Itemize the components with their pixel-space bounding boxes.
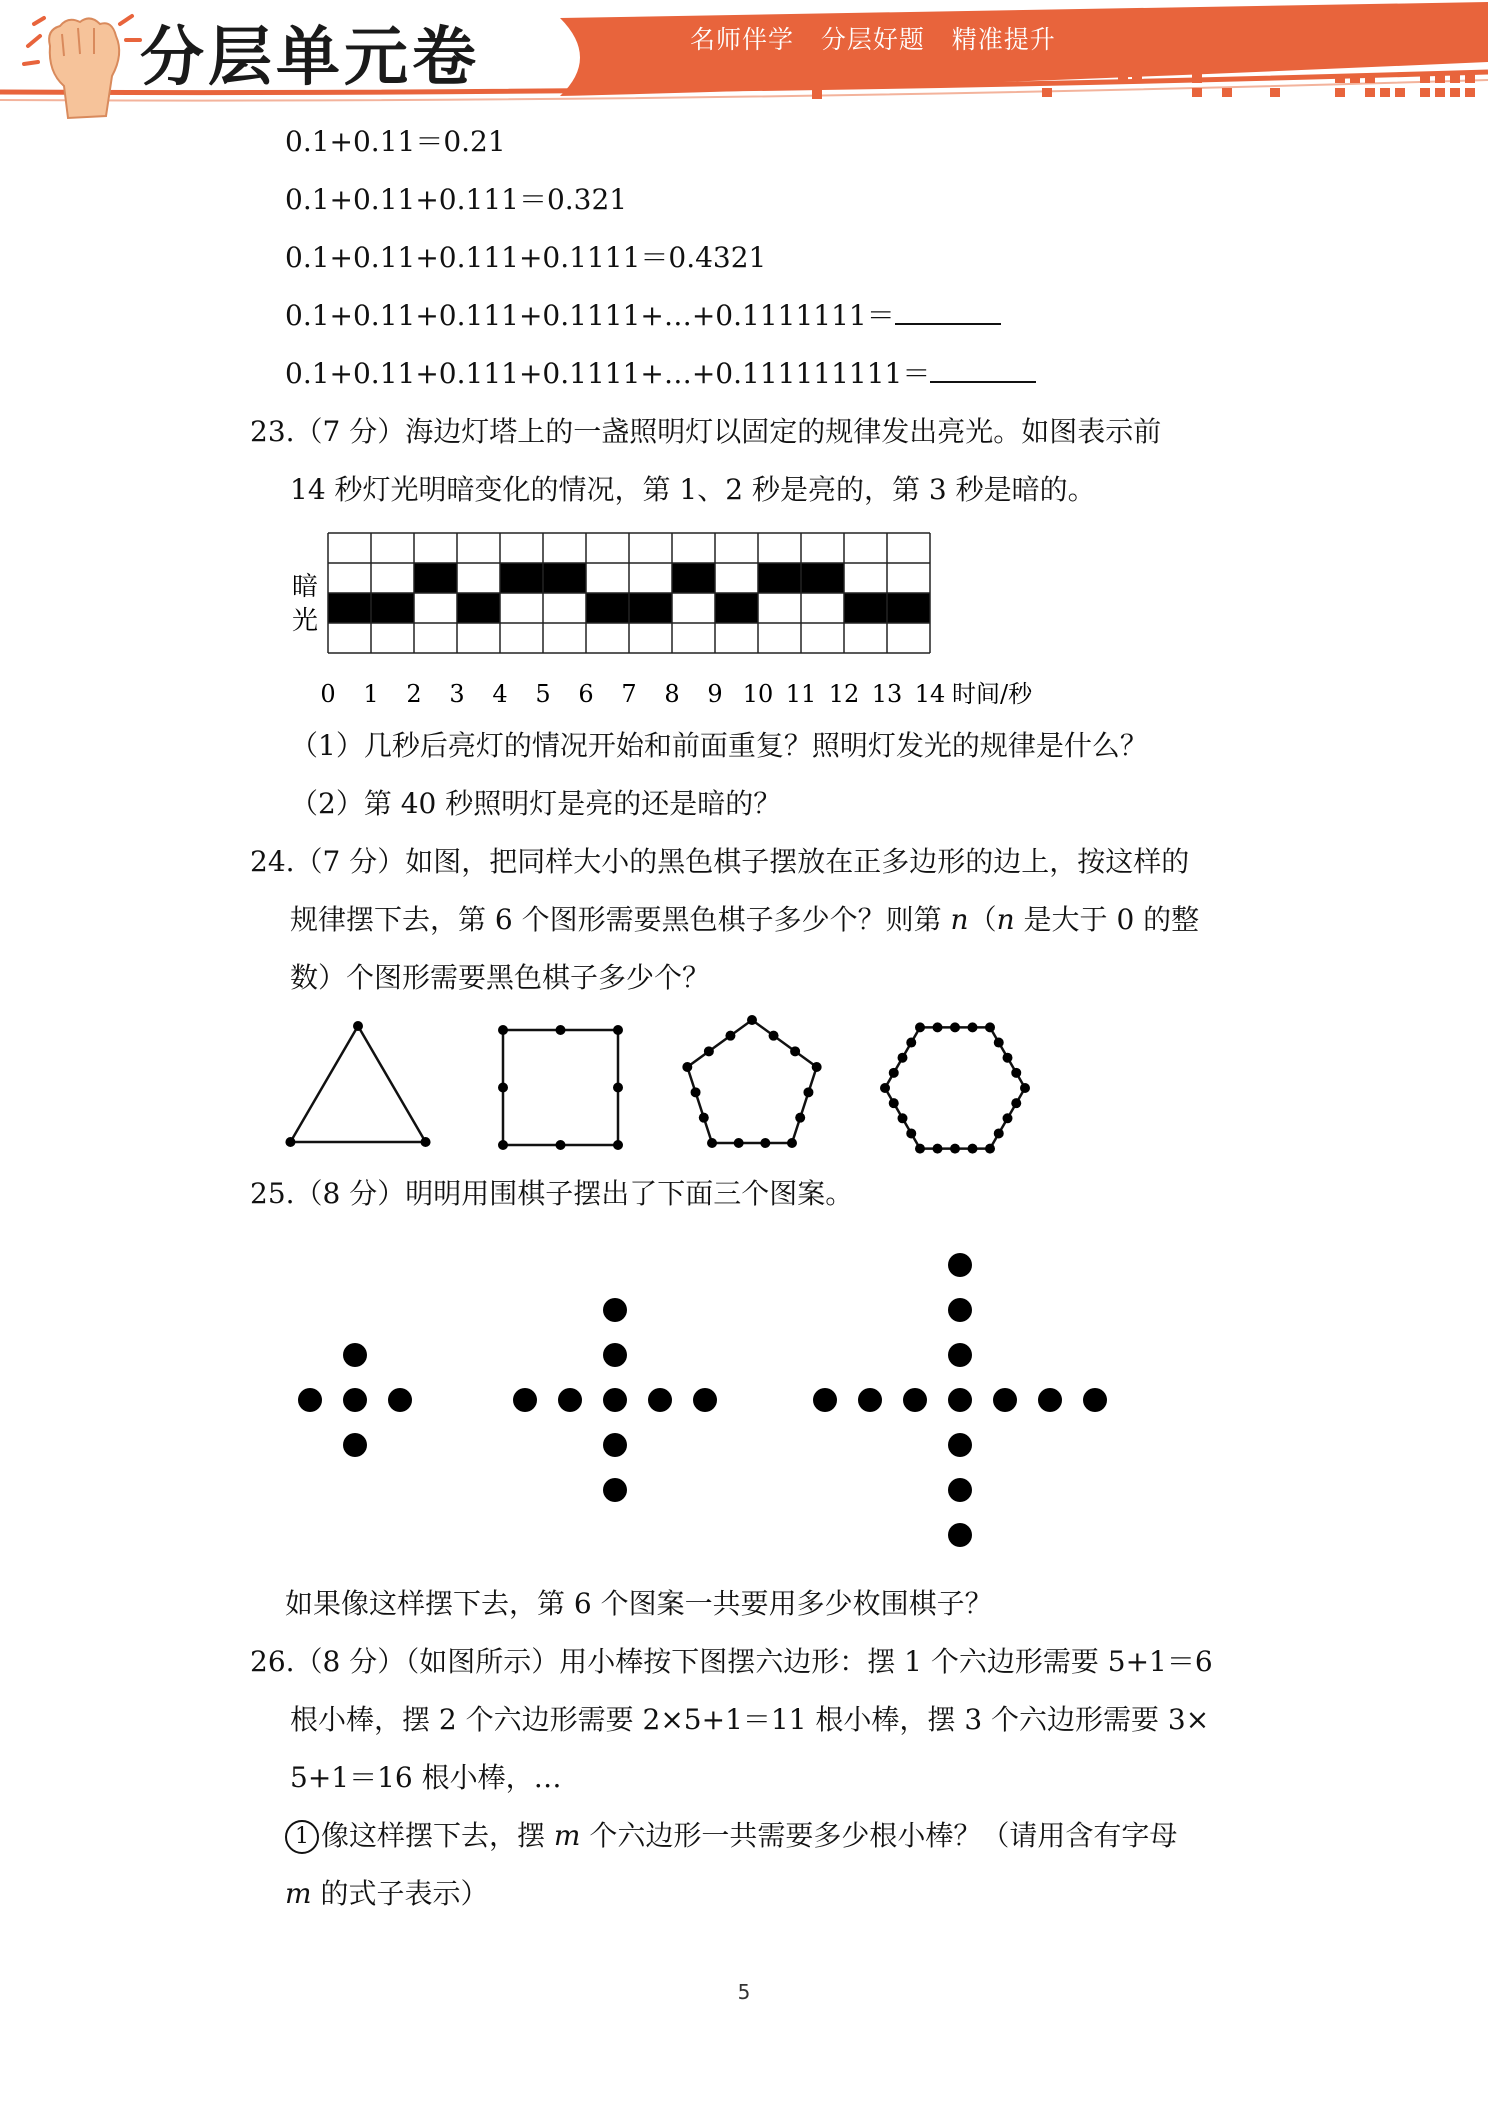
polygon-dot xyxy=(704,1046,714,1056)
q23-line-2: 14 秒灯光明暗变化的情况，第 1、2 秒是亮的，第 3 秒是暗的。 xyxy=(290,473,1096,506)
polygon-dot xyxy=(950,1144,960,1154)
go-stone xyxy=(343,1343,367,1367)
q24-line-2a: 规律摆下去，第 6 个图形需要黑色棋子多少个？则第 xyxy=(290,903,951,936)
light-cell-10 xyxy=(715,593,758,623)
tick-label-11: 11 xyxy=(785,680,817,708)
polygon-1 xyxy=(290,1026,425,1142)
tick-label-6: 6 xyxy=(578,680,594,708)
polygon-dot xyxy=(985,1022,995,1032)
tick-label-5: 5 xyxy=(535,680,551,708)
tick-label-0: 0 xyxy=(320,680,336,708)
polygon-dot xyxy=(906,1128,916,1138)
light-cell-4 xyxy=(457,593,500,623)
slogan-2: 分层好题 xyxy=(820,25,925,54)
go-stone xyxy=(693,1388,717,1412)
circled-number: 1 xyxy=(285,1820,319,1854)
q24-line-1: 24.（7 分）如图，把同样大小的黑色棋子摆放在正多边形的边上，按这样的 xyxy=(250,845,1190,878)
polygon-dot xyxy=(915,1022,925,1032)
go-stone xyxy=(298,1388,322,1412)
polygon-dot xyxy=(803,1087,813,1097)
polygon-dot xyxy=(498,1025,508,1035)
go-stone xyxy=(948,1433,972,1457)
go-stone xyxy=(948,1523,972,1547)
series-line-5 xyxy=(285,356,1036,392)
go-stone xyxy=(603,1298,627,1322)
polygon-dot xyxy=(933,1144,943,1154)
polygon-dot xyxy=(707,1138,717,1148)
go-stone xyxy=(603,1388,627,1412)
q23-sub-2: （2）第 40 秒照明灯是亮的还是暗的？ xyxy=(290,787,782,820)
polygon-dot xyxy=(950,1022,960,1032)
polygon-dot xyxy=(421,1137,431,1147)
lighthouse-chart xyxy=(280,525,1080,715)
polygon-dot xyxy=(898,1053,908,1063)
go-stone xyxy=(603,1478,627,1502)
page-number: 5 xyxy=(737,1980,751,2004)
polygon-dot xyxy=(994,1038,1004,1048)
polygon-dot xyxy=(734,1138,744,1148)
polygon-dot xyxy=(889,1068,899,1078)
tick-label-10: 10 xyxy=(742,680,774,708)
var-n-2: n xyxy=(996,903,1015,936)
q25-question: 如果像这样摆下去，第 6 个图案一共要用多少枚围棋子？ xyxy=(285,1587,993,1620)
brand-title: 分层单元卷 xyxy=(140,21,480,95)
go-stone xyxy=(558,1388,582,1412)
polygon-dot xyxy=(790,1046,800,1056)
tick-label-4: 4 xyxy=(492,680,508,708)
go-stone xyxy=(648,1388,672,1412)
polygon-dot xyxy=(747,1015,757,1025)
page-header xyxy=(0,0,1488,130)
tick-label-9: 9 xyxy=(707,680,723,708)
cross-patterns xyxy=(280,1235,1130,1555)
polygon-dot xyxy=(725,1031,735,1041)
polygon-dot xyxy=(933,1022,943,1032)
tick-label-7: 7 xyxy=(621,680,637,708)
answer-blank-2[interactable] xyxy=(930,357,1036,383)
tick-label-12: 12 xyxy=(828,680,860,708)
go-stone xyxy=(1038,1388,1062,1412)
row-label-dark: 暗 xyxy=(292,572,319,602)
polygon-dot xyxy=(994,1128,1004,1138)
header-slogan xyxy=(690,20,1056,56)
polygon-dot xyxy=(1011,1098,1021,1108)
q26-sub-1a: 像这样摆下去，摆 xyxy=(321,1819,554,1852)
q23-sub-1: （1）几秒后亮灯的情况开始和前面重复？照明灯发光的规律是什么？ xyxy=(290,729,1148,762)
go-stone xyxy=(993,1388,1017,1412)
q24-line-2b: （ xyxy=(968,903,997,936)
q26-line-2: 根小棒，摆 2 个六边形需要 2×5+1＝11 根小棒，摆 3 个六边形需要 3× xyxy=(290,1703,1210,1736)
tick-label-13: 13 xyxy=(871,680,903,708)
polygon-dot xyxy=(353,1021,363,1031)
q24-line-2 xyxy=(290,902,1199,938)
dark-cell-9 xyxy=(672,563,715,593)
polygon-dot xyxy=(985,1144,995,1154)
polygon-dot xyxy=(1003,1053,1013,1063)
row-label-light: 光 xyxy=(292,606,319,636)
polygon-dot xyxy=(1003,1113,1013,1123)
polygon-dot xyxy=(699,1113,709,1123)
series-line-4 xyxy=(285,298,1001,334)
polygon-dot xyxy=(812,1062,822,1072)
go-stone xyxy=(603,1433,627,1457)
go-stone xyxy=(858,1388,882,1412)
q26-sub-1-cont xyxy=(285,1876,488,1912)
polygon-dot xyxy=(556,1025,566,1035)
polygon-dot xyxy=(906,1038,916,1048)
tick-label-3: 3 xyxy=(449,680,465,708)
chart-tick-labels xyxy=(320,680,945,708)
light-cell-1 xyxy=(328,593,371,623)
polygon-2 xyxy=(503,1030,618,1145)
tick-label-14: 14 xyxy=(914,680,946,708)
light-cell-7 xyxy=(586,593,629,623)
q26-line-3: 5+1＝16 根小棒，… xyxy=(290,1761,562,1794)
go-stone xyxy=(513,1388,537,1412)
polygon-dot xyxy=(691,1087,701,1097)
light-cell-13 xyxy=(844,593,887,623)
go-stone xyxy=(903,1388,927,1412)
go-stone xyxy=(603,1343,627,1367)
q25-line-1: 25.（8 分）明明用围棋子摆出了下面三个图案。 xyxy=(250,1177,854,1210)
q26-sub-1c: 的式子表示） xyxy=(311,1877,489,1910)
q26-sub-1 xyxy=(285,1818,1177,1854)
polygon-dot xyxy=(682,1062,692,1072)
q24-line-2c: 是大于 0 的整 xyxy=(1014,903,1200,936)
q26-line-1: 26.（8 分）（如图所示）用小棒按下图摆六边形：摆 1 个六边形需要 5+1＝6 xyxy=(250,1645,1213,1678)
tick-label-8: 8 xyxy=(664,680,680,708)
go-stone xyxy=(948,1478,972,1502)
polygon-dot xyxy=(880,1083,890,1093)
go-stone xyxy=(343,1433,367,1457)
series-line-1: 0.1+0.11＝0.21 xyxy=(285,125,506,158)
cross-group xyxy=(298,1253,1107,1547)
polygon-dot xyxy=(556,1140,566,1150)
polygon-dot xyxy=(285,1137,295,1147)
chart-grid xyxy=(328,533,930,653)
polygon-dot xyxy=(1011,1068,1021,1078)
q26-sub-1b: 个六边形一共需要多少根小棒？（请用含有字母 xyxy=(580,1819,1178,1852)
polygon-4 xyxy=(885,1027,1025,1148)
go-stone xyxy=(948,1298,972,1322)
polygon-dot xyxy=(613,1140,623,1150)
q23-line-1: 23.（7 分）海边灯塔上的一盏照明灯以固定的规律发出亮光。如图表示前 xyxy=(250,415,1162,448)
polygon-dot xyxy=(915,1144,925,1154)
dark-cell-11 xyxy=(758,563,801,593)
tick-label-1: 1 xyxy=(363,680,379,708)
dark-cell-6 xyxy=(543,563,586,593)
series-line-3: 0.1+0.11+0.111+0.1111＝0.4321 xyxy=(285,241,767,274)
go-stone xyxy=(388,1388,412,1412)
slogan-1: 名师伴学 xyxy=(690,25,795,54)
polygon-dot xyxy=(498,1083,508,1093)
light-cell-8 xyxy=(629,593,672,623)
polygon-figures xyxy=(280,1010,1080,1160)
polygon-dot xyxy=(968,1022,978,1032)
polygon-3 xyxy=(687,1020,816,1143)
polygon-dot xyxy=(1020,1083,1030,1093)
slogan-3: 精准提升 xyxy=(951,25,1056,54)
series-line-5-text: 0.1+0.11+0.111+0.1111+…+0.111111111＝ xyxy=(285,357,931,390)
axis-label: 时间/秒 xyxy=(952,680,1033,708)
go-stone xyxy=(343,1388,367,1412)
go-stone xyxy=(1083,1388,1107,1412)
polygon-dot xyxy=(968,1144,978,1154)
polygon-dot xyxy=(613,1083,623,1093)
polygon-group xyxy=(285,1015,1030,1154)
dark-cell-5 xyxy=(500,563,543,593)
answer-blank-1[interactable] xyxy=(895,299,1001,325)
polygon-dot xyxy=(787,1138,797,1148)
var-n: n xyxy=(950,903,969,936)
q24-line-3: 数）个图形需要黑色棋子多少个？ xyxy=(290,961,711,994)
polygon-dot xyxy=(769,1031,779,1041)
dark-cell-12 xyxy=(801,563,844,593)
polygon-dot xyxy=(498,1140,508,1150)
tick-label-2: 2 xyxy=(406,680,422,708)
go-stone xyxy=(948,1343,972,1367)
light-cell-2 xyxy=(371,593,414,623)
light-cell-14 xyxy=(887,593,930,623)
series-line-4-text: 0.1+0.11+0.111+0.1111+…+0.1111111＝ xyxy=(285,299,895,332)
polygon-dot xyxy=(898,1113,908,1123)
go-stone xyxy=(813,1388,837,1412)
polygon-dot xyxy=(760,1138,770,1148)
series-line-2: 0.1+0.11+0.111＝0.321 xyxy=(285,183,628,216)
polygon-dot xyxy=(795,1113,805,1123)
polygon-dot xyxy=(613,1025,623,1035)
go-stone xyxy=(948,1253,972,1277)
fist-icon xyxy=(24,16,140,118)
go-stone xyxy=(948,1388,972,1412)
dark-cell-3 xyxy=(414,563,457,593)
var-m-2: m xyxy=(285,1877,312,1910)
var-m: m xyxy=(553,1819,581,1852)
polygon-dot xyxy=(889,1098,899,1108)
